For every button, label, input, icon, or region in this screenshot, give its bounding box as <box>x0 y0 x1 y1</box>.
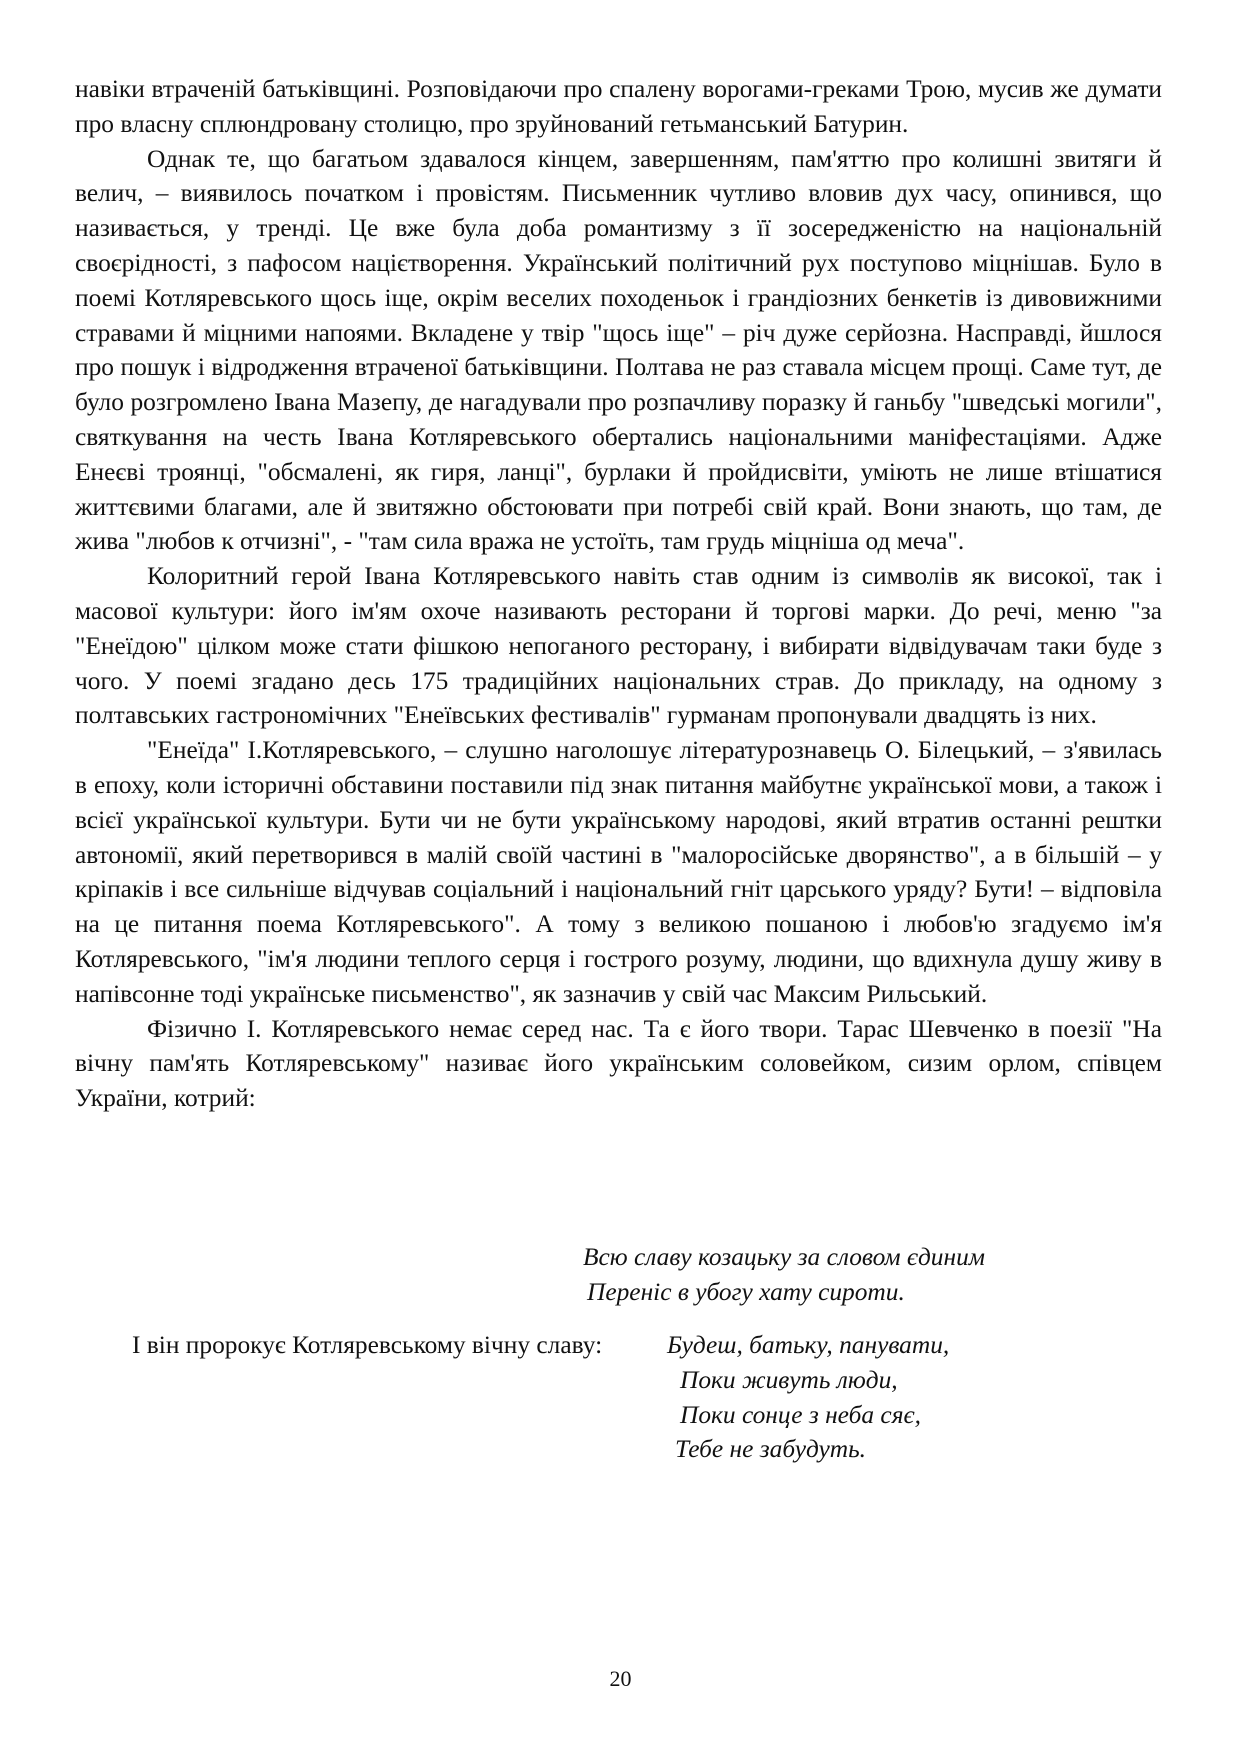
paragraph-romanticism: Однак те, що багатьом здавалося кінцем, завершенням, пам'яттю про колишні звитяги й велич, – виявилось початком і провістям. Письменник чутливо вловив дух часу, опинився, що називається, у тренді. Це вже була доба романтизму з її зосередженістю на національній своєрідності, з пафосом націєтворення. Український політичний рух поступово міцнішав. Було в поемі Котляревського щось іще, окрім веселих походеньок і грандіозних бенкетів із дивовижними стравами й міцними напоями. Вкладене у твір "щось іще" – річ дуже серйозна. Насправді, йшлося про пошук і відродження втраченої батьківщини. Полтава не раз ставала місцем прощі. Саме тут, де було розгромлено Івана Мазепу, де нагадували про розпачливу поразку й ганьбу "шведські могили", святкування на честь Івана Котляревського обертались національними маніфестаціями. Адже Енеєві троянці, "обсмалені, як гиря, ланці", бурлаки й пройдисвіти, уміють не лише втішатися життєвими благами, але й звитяжно обстоювати при потребі свій край. Вони знають, що там, де жива "любов к отчизні", - "там сила вража не устоїть, там грудь міцніша од меча". <box>75 144 1162 556</box>
verse-line: Тебе не забудуть. <box>675 1435 866 1464</box>
verse-shevchenko-2 <box>667 1328 949 1467</box>
verse-line: Переніс в убогу хату сироти. <box>587 1277 905 1306</box>
verse-line: Будеш, батьку, панувати, <box>667 1331 950 1359</box>
verse-line: Поки сонце з неба сяє, <box>680 1400 921 1429</box>
verse-line: Всю славу козацьку за словом єдиним <box>583 1243 985 1271</box>
lead-prophecy: І він пророкує Котляревському вічну славу: <box>132 1331 603 1359</box>
paragraph-shevchenko: Фізично І. Котляревського немає серед нас. Та є його твори. Тарас Шевченко в поезії "На вічну пам'ять Котляревському" називає його українським соловейком, сизим орлом, співцем України, котрий: <box>75 1014 1162 1113</box>
page-number: 20 <box>609 1666 632 1691</box>
paragraph-hero-culture: Колоритний герой Івана Котляревського навіть став одним із символів як високої, так і масової культури: його ім'ям охоче називають ресторани й торгові марки. До речі, меню "за "Енеїдою" цілком може стати фішкою непоганого ресторану, і вибирати відвідувачам таки буде з чого. У поемі згадано десь 175 традиційних національних страв. До прикладу, на одному з полтавських гастрономічних "Енеївських фестивалів" гурманам пропонували двадцять із них. <box>75 562 1162 730</box>
body-text <box>75 72 1162 1116</box>
paragraph-biletsky-quote: "Енеїда" І.Котляревського, – слушно наголошує літературознавець О. Білецький, – з'явилась в епоху, коли історичні обставини поставили під знак питання майбутнє української мови, а також і всієї української культури. Бути чи не бути українському народові, який втратив останні рештки автономії, який перетворився в малій своїй частині в "малоросійське дворянство", а в більшій – у кріпаків і все сильніше відчував соціальний і національний гніт царського уряду? Бути! – відповіла на це питання поема Котляревського". А тому з великою пошаною і любов'ю згадуємо ім'я Котляревського, "ім'я людини теплого серця і гострого розуму, людини, що вдихнула душу живу в напівсонне тоді українське письменство", як зазначив у свій час Максим Рильський. <box>75 736 1162 1008</box>
paragraph-continuation: навіки втраченій батьківщині. Розповідаючи про спалену ворогами-греками Трою, мусив же думати про власну сплюндровану столицю, про зруйнований гетьманський Батурин. <box>75 75 1162 138</box>
verse-line: Поки живуть люди, <box>680 1365 898 1394</box>
verse-shevchenko-1 <box>583 1240 985 1310</box>
